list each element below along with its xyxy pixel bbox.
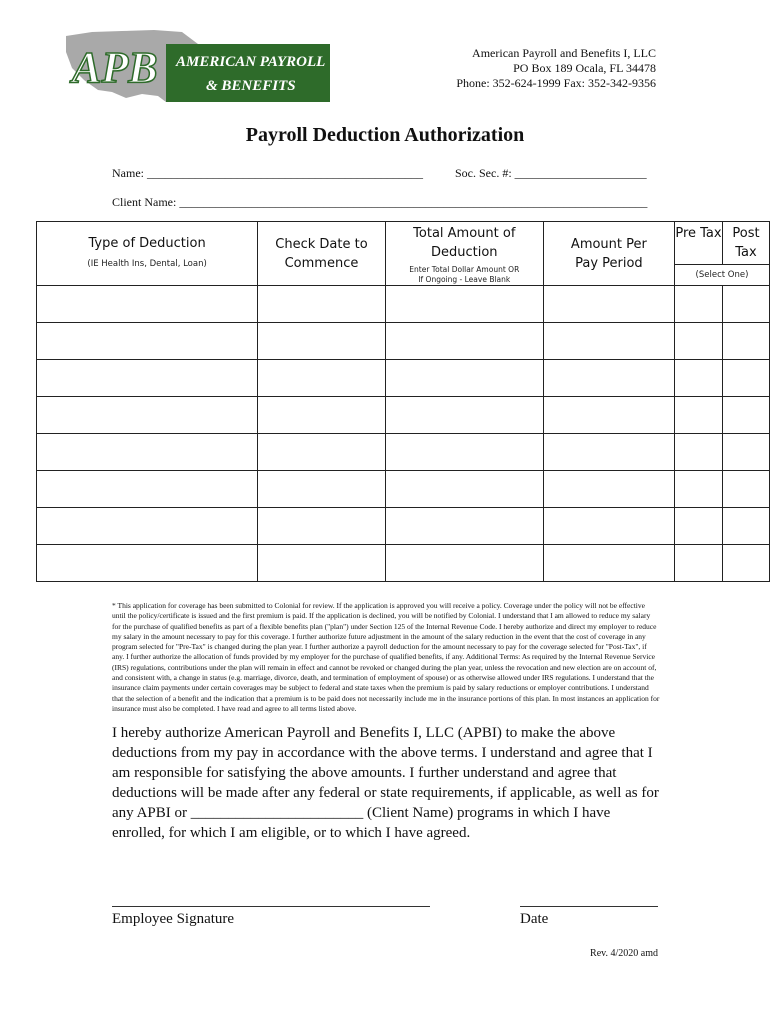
cell-type[interactable] (37, 323, 258, 360)
cell-type[interactable] (37, 286, 258, 323)
table-row (37, 434, 770, 471)
table-header-row (37, 222, 770, 286)
total-amount-title: Total Amount of Deduction (413, 226, 516, 260)
cell-total-amount[interactable] (385, 434, 543, 471)
post-tax-title: Post Tax (732, 226, 760, 260)
logo-initials: APB (72, 43, 158, 92)
deduction-table-wrapper (36, 221, 770, 582)
cell-amount-per-pay[interactable] (543, 397, 674, 434)
cell-type[interactable] (37, 471, 258, 508)
logo-line2: & BENEFITS (206, 78, 296, 94)
logo-line1: AMERICAN PAYROLL (176, 54, 326, 70)
cell-amount-per-pay[interactable] (543, 545, 674, 582)
cell-pre-tax[interactable] (674, 508, 722, 545)
date-label: Date (520, 911, 549, 927)
cell-total-amount[interactable] (385, 508, 543, 545)
cell-pre-tax[interactable] (674, 397, 722, 434)
date-line[interactable] (520, 906, 658, 907)
table-row (37, 323, 770, 360)
client-name-field[interactable]: Client Name: ______________________________________________________________________________ (112, 195, 648, 209)
cell-pre-tax[interactable] (674, 545, 722, 582)
ssn-field[interactable]: Soc. Sec. #: ______________________ (455, 166, 647, 180)
check-date-title: Check Date to Commence (275, 237, 368, 271)
logo-graphic (62, 22, 332, 108)
cell-type[interactable] (37, 508, 258, 545)
pre-tax-title: Pre Tax (675, 222, 723, 264)
cell-amount-per-pay[interactable] (543, 323, 674, 360)
cell-type[interactable] (37, 397, 258, 434)
cell-post-tax[interactable] (722, 434, 769, 471)
cell-check-date[interactable] (258, 545, 386, 582)
cell-post-tax[interactable] (722, 471, 769, 508)
type-of-deduction-sub: (IE Health Ins, Dental, Loan) (87, 259, 207, 269)
amount-per-pay-title: Amount Per Pay Period (570, 237, 647, 271)
header-check-date (258, 222, 386, 286)
cell-amount-per-pay[interactable] (543, 360, 674, 397)
cell-total-amount[interactable] (385, 323, 543, 360)
cell-check-date[interactable] (258, 323, 386, 360)
page-title: Payroll Deduction Authorization (245, 124, 525, 146)
name-field[interactable]: Name: ______________________________________________ (112, 166, 423, 180)
cell-post-tax[interactable] (722, 286, 769, 323)
cell-amount-per-pay[interactable] (543, 508, 674, 545)
cell-total-amount[interactable] (385, 286, 543, 323)
signature-line[interactable] (112, 906, 430, 907)
table-row (37, 471, 770, 508)
company-info (420, 46, 656, 91)
select-one-note: (Select One) (695, 270, 749, 280)
revision-note: Rev. 4/2020 amd (590, 948, 658, 959)
cell-pre-tax[interactable] (674, 286, 722, 323)
cell-amount-per-pay[interactable] (543, 286, 674, 323)
type-of-deduction-title: Type of Deduction (88, 236, 206, 251)
cell-amount-per-pay[interactable] (543, 471, 674, 508)
cell-check-date[interactable] (258, 286, 386, 323)
company-phone-fax: Phone: 352-624-1999 Fax: 352-342-9356 (456, 76, 656, 90)
total-amount-sub: Enter Total Dollar Amount OR If Ongoing - Leave Blank (409, 265, 520, 284)
tax-options (675, 222, 769, 265)
authorization-statement: I hereby authorize American Payroll and Benefits I, LLC (APBI) to make the above deductions from my pay in accordance with the above terms. I understand and agree that I am responsible for satisfying the above amounts. I further understand and agree that deductions will be made after any federal or state requirements, if applicable, as well as for any APBI or _______________________ (Client Name) programs in which I have enrolled, for which I am eligible, or to which I have agreed. (112, 725, 659, 841)
deduction-table (36, 221, 770, 582)
header-tax-selection (674, 222, 769, 286)
header-total-amount (385, 222, 543, 286)
cell-post-tax[interactable] (722, 397, 769, 434)
cell-type[interactable] (37, 360, 258, 397)
cell-check-date[interactable] (258, 471, 386, 508)
company-logo (62, 22, 332, 108)
cell-type[interactable] (37, 545, 258, 582)
cell-check-date[interactable] (258, 434, 386, 471)
company-name: American Payroll and Benefits I, LLC (472, 46, 656, 60)
cell-check-date[interactable] (258, 508, 386, 545)
cell-check-date[interactable] (258, 360, 386, 397)
cell-pre-tax[interactable] (674, 323, 722, 360)
cell-pre-tax[interactable] (674, 434, 722, 471)
signature-label: Employee Signature (112, 911, 235, 927)
table-row (37, 360, 770, 397)
cell-post-tax[interactable] (722, 323, 769, 360)
header-type-of-deduction (37, 222, 258, 286)
cell-post-tax[interactable] (722, 508, 769, 545)
cell-total-amount[interactable] (385, 360, 543, 397)
cell-total-amount[interactable] (385, 397, 543, 434)
cell-total-amount[interactable] (385, 471, 543, 508)
table-row (37, 286, 770, 323)
table-row (37, 397, 770, 434)
table-row (37, 545, 770, 582)
table-row (37, 508, 770, 545)
cell-check-date[interactable] (258, 397, 386, 434)
cell-post-tax[interactable] (722, 545, 769, 582)
cell-amount-per-pay[interactable] (543, 434, 674, 471)
cell-type[interactable] (37, 434, 258, 471)
disclaimer-text: * This application for coverage has been submitted to Colonial for review. If the application is approved you will receive a policy. Coverage under the policy will not be effective until the policy/certificate is issued and the first premium is paid. If the application is declined, you will be notified by Colonial. I understand that I am allowed to reduce my salary for the purchase of qualified benefits as part of a flexible benefits plan ("plan") under Section 125 of the Internal Revenue Code. I hereby authorize and direct my employer to reduce my salary in the amount necessary to pay for this coverage. I further authorize future adjustment in the amount of the salary reduction in the event that the cost of coverage in any program selected for "Pre-Tax" is changed during the plan year. I further authorize a payroll deduction for the amount necessary to pay for the coverage selected for "Post-Tax", if any. I further authorize the allocation of funds provided by my employer for the purchase of qualified benefits, if any. Additional Terms: As required by the Internal Revenue Service (IRS) regulations, contributions under the plan will remain in effect and cannot be revoked or changed during the plan year, unless the revocation and new election are on account of, and consistent with, a change in status (e.g. marriage, divorce, death, and termination of employment of spouse) or as otherwise allowed under IRS regulations. I understand that the insurance claim payments under certain coverages may be subject to federal and state taxes when the premium is paid by salary reductions or employer contributions. I understand that the selection of a benefit and the indication that a premium is to be paid does not necessarily include me in the insurance portions of this plan. In most instances an application for insurance must also be completed. I have read and agree to all terms listed above. (112, 601, 660, 713)
company-address: PO Box 189 Ocala, FL 34478 (513, 61, 656, 75)
cell-pre-tax[interactable] (674, 360, 722, 397)
cell-total-amount[interactable] (385, 545, 543, 582)
cell-pre-tax[interactable] (674, 471, 722, 508)
cell-post-tax[interactable] (722, 360, 769, 397)
header-amount-per-pay (543, 222, 674, 286)
